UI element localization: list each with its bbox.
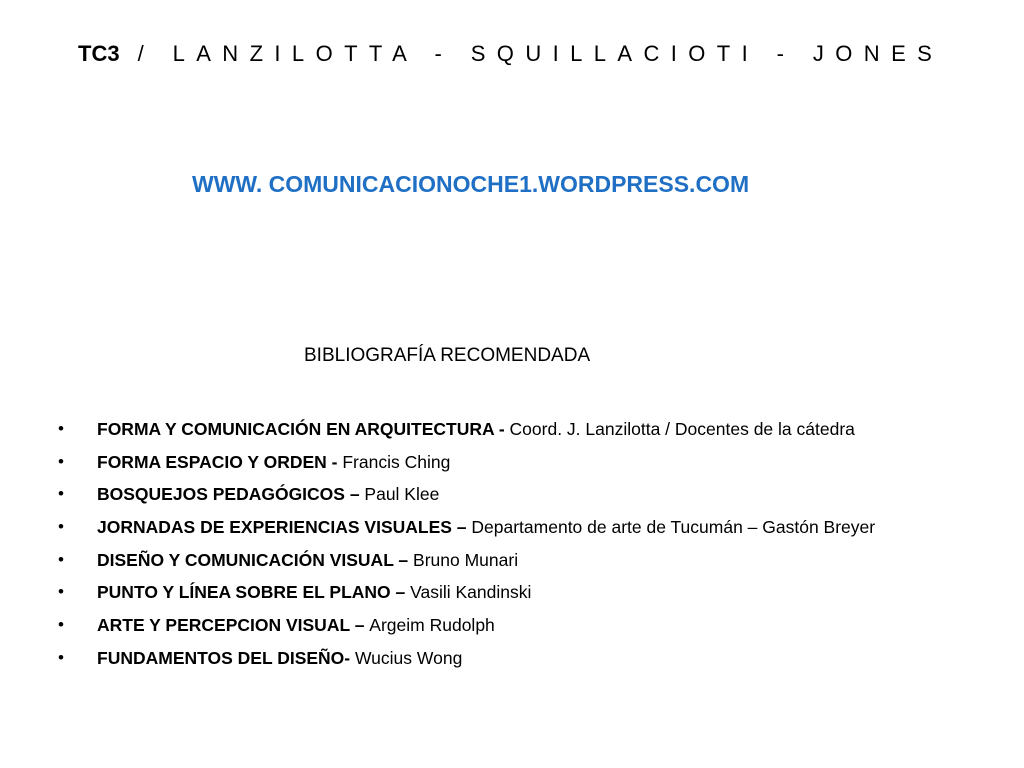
book-title: JORNADAS DE EXPERIENCIAS VISUALES – [97,517,472,538]
book-title: DISEÑO Y COMUNICACIÓN VISUAL – [97,549,414,570]
book-author: Argeim Rudolph [369,615,495,636]
list-item [58,576,875,609]
book-title: FUNDAMENTOS DEL DISEÑO- [97,647,355,668]
list-item [58,544,875,577]
book-author: Vasili Kandinski [410,582,532,603]
professors-names: / LANZILOTTA - SQUILLACIOTI - JONES [137,41,944,66]
list-item [58,642,875,675]
book-author: Wucius Wong [354,647,463,668]
bullet-icon: • [58,647,64,667]
book-title: ARTE Y PERCEPCION VISUAL – [97,615,370,636]
bullet-icon: • [58,582,64,602]
website-url: WWW. COMUNICACIONOCHE1.WORDPRESS.COM [192,171,750,197]
bullet-icon: • [58,615,64,635]
book-title: PUNTO Y LÍNEA SOBRE EL PLANO – [97,582,411,603]
bullet-icon: • [58,451,64,471]
bullet-icon: • [58,549,64,569]
bibliography-list [58,413,875,675]
bullet-icon: • [58,484,64,504]
slide-title [78,38,943,70]
course-code: TC3 [78,41,120,66]
list-item [58,478,875,511]
bullet-icon: • [58,517,64,537]
list-item [58,511,875,544]
bullet-icon: • [58,419,64,438]
book-title: BOSQUEJOS PEDAGÓGICOS – [97,484,365,505]
list-item [58,413,875,446]
list-item [58,609,875,642]
bibliography-heading: BIBLIOGRAFÍA RECOMENDADA [304,345,591,366]
list-item [58,446,875,479]
book-title: FORMA Y COMUNICACIÓN EN ARQUITECTURA - [97,419,510,439]
book-title: FORMA ESPACIO Y ORDEN - [97,451,343,472]
book-author: Coord. J. Lanzilotta / Docentes de la cátedra [509,419,855,439]
book-author: Departamento de arte de Tucumán – Gastón Breyer [471,517,876,538]
book-author: Paul Klee [364,484,440,505]
book-author: Francis Ching [342,451,451,472]
book-author: Bruno Munari [413,549,519,570]
